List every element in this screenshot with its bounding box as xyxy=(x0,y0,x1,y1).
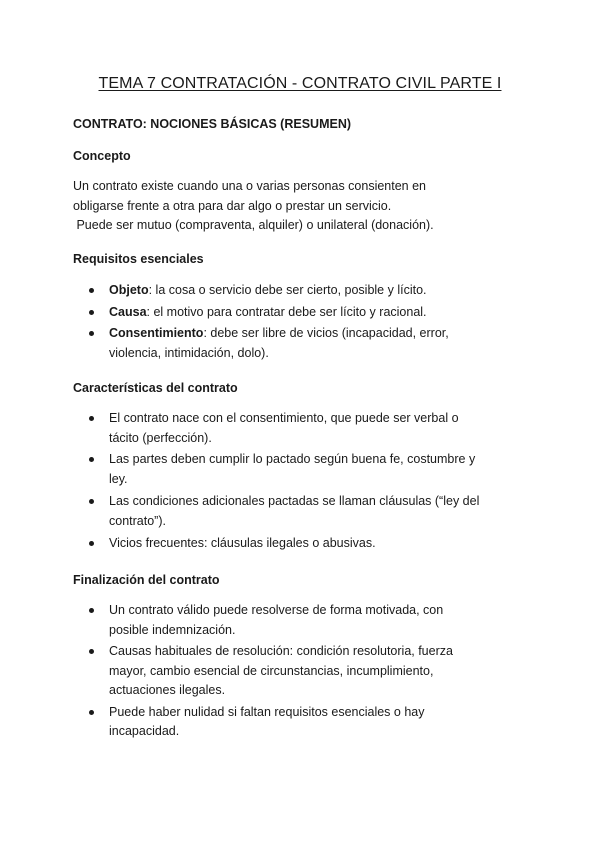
list-item xyxy=(73,492,533,531)
list-item xyxy=(73,642,533,701)
term-objeto: Objeto xyxy=(109,283,149,297)
heading-concepto: Concepto xyxy=(73,149,131,163)
item-text: violencia, intimidación, dolo). xyxy=(109,345,269,360)
list-item xyxy=(73,409,533,448)
item-text: Las partes deben cumplir lo pactado según buena fe, costumbre y xyxy=(109,452,476,466)
item-text: tácito (perfección). xyxy=(109,430,212,445)
item-text: contrato”). xyxy=(109,513,166,528)
item-text: mayor, cambio esencial de circunstancias, incumplimiento, xyxy=(109,663,434,678)
term-causa: Causa xyxy=(109,304,147,319)
caracteristicas-list xyxy=(73,409,533,554)
finalizacion-list xyxy=(73,601,533,742)
item-text: Puede haber nulidad si faltan requisitos esenciales o hay xyxy=(109,704,425,719)
list-item xyxy=(73,601,533,640)
list-item xyxy=(73,703,533,742)
concepto-paragraph xyxy=(73,177,513,236)
heading-requisitos: Requisitos esenciales xyxy=(73,252,204,266)
item-text: ley. xyxy=(109,471,128,486)
list-item xyxy=(73,534,533,554)
item-text: Causas habituales de resolución: condición resolutoria, fuerza xyxy=(109,644,453,658)
term-consentimiento: Consentimiento xyxy=(109,326,204,340)
item-text: posible indemnización. xyxy=(109,622,236,637)
requisitos-list xyxy=(73,281,533,363)
item-text: El contrato nace con el consentimiento, que puede ser verbal o xyxy=(109,411,459,425)
item-text: incapacidad. xyxy=(109,724,180,738)
item-text: Vicios frecuentes: cláusulas ilegales o abusivas. xyxy=(109,536,376,550)
concepto-line: Un contrato existe cuando una o varias personas consienten en xyxy=(73,179,427,193)
list-item xyxy=(73,281,533,301)
list-item xyxy=(73,450,533,489)
concepto-line: Puede ser mutuo (compraventa, alquiler) o unilateral (donación). xyxy=(73,218,434,232)
item-text: Las condiciones adicionales pactadas se llaman cláusulas (“ley del xyxy=(109,494,480,508)
item-text: : el motivo para contratar debe ser lícito y racional. xyxy=(146,304,427,319)
item-text: : debe ser libre de vicios (incapacidad, error, xyxy=(203,326,449,340)
document-subtitle: CONTRATO: NOCIONES BÁSICAS (RESUMEN) xyxy=(73,117,352,131)
item-text: : la cosa o servicio debe ser cierto, posible y lícito. xyxy=(148,283,427,297)
heading-finalizacion: Finalización del contrato xyxy=(73,573,220,587)
heading-caracteristicas: Características del contrato xyxy=(73,381,238,395)
item-text: actuaciones ilegales. xyxy=(109,683,226,697)
document-title: TEMA 7 CONTRATACIÓN - CONTRATO CIVIL PARTE I xyxy=(98,75,502,92)
list-item xyxy=(73,303,533,323)
item-text: Un contrato válido puede resolverse de forma motivada, con xyxy=(109,603,444,617)
concepto-line: obligarse frente a otra para dar algo o prestar un servicio. xyxy=(73,198,392,213)
list-item xyxy=(73,324,533,363)
